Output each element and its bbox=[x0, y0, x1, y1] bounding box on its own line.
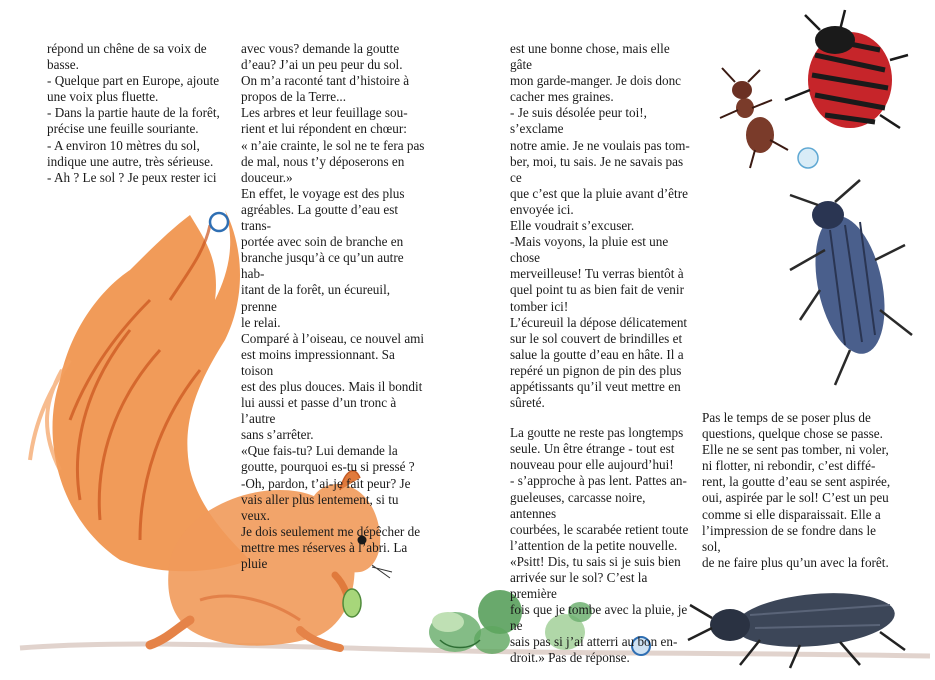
paragraph: La goutte ne reste pas longtemps seule. Un être étrange - tout est nouveau pour elle aujourd’hui! bbox=[510, 425, 684, 473]
paragraph: -Mais voyons, la pluie est une chose merveilleuse! Tu verras bientôt à quel point tu as bien fait de venir tomber ici! bbox=[510, 234, 684, 314]
paragraph: - Quelque part en Europe, ajoute une voix plus fluette. bbox=[47, 73, 220, 105]
text-column-1 bbox=[47, 41, 227, 186]
paragraph: Pas le temps de se poser plus de questions, quelque chose se passe. Elle ne se sent pas tomber, ni voler, ni flotter, ni rebondir, c’est diffé- rent, la goutte d’eau se sent aspirée, oui, aspirée par le sol! C’est un peu comme si elle disparaissait. Elle a l’impression de se fondre dans le sol, de ne faire plus qu’un avec la forêt. bbox=[702, 410, 891, 570]
water-drop bbox=[210, 213, 228, 231]
paragraph: - A environ 10 mètres du sol, indique une autre, très sérieuse. bbox=[47, 137, 214, 169]
paragraph: est une bonne chose, mais elle gâte mon garde-manger. Je dois donc cacher mes graines. bbox=[510, 41, 682, 105]
paragraph: - s’approche à pas lent. Pattes an- gueleuses, carcasse noire, antennes courbées, le scarabée retient toute l’attention de la petite nouvelle. bbox=[510, 473, 689, 553]
paragraph: En effet, le voyage est des plus agréables. La goutte d’eau est trans- portée avec soin de branche en branche jusqu’à ce qu’un autre hab- itant de la forêt, un écureuil, prenne le relai. bbox=[241, 185, 405, 330]
paragraph: - Je suis désolée peur toi!, s’exclame notre amie. Je ne voulais pas tom- ber, moi, tu sais. Je ne savais pas ce que c’est que la pluie avant d’être envoyée ici. bbox=[510, 105, 690, 217]
striped-bug-illustration bbox=[785, 10, 908, 128]
paragraph: Comparé à l’oiseau, ce nouvel ami est moins impressionnant. Sa toison est des plus douces. Mais il bondit lui aussi et passe d’un tronc à l’autre sans s’arrêter. bbox=[241, 330, 425, 443]
paragraph: Les arbres et leur feuillage sou- rient et lui répondent en chœur: « n’aie crainte, le sol ne te fera pas de mal, nous t’y déposerons en douceur.» bbox=[241, 105, 425, 185]
paragraph: avec vous? demande la goutte d’eau? J’ai un peu peur du sol. On m’a raconté tant d’histoire à propos de la Terre... bbox=[241, 41, 410, 105]
paragraph: «Psitt! Dis, tu sais si je suis bien arrivée sur le sol? C’est la première fois que je tombe avec la pluie, je ne sais pas si j’ai atterri au bon en- droit.» Pas de réponse. bbox=[510, 553, 688, 666]
paragraph: répond un chêne de sa voix de basse. bbox=[47, 41, 207, 73]
paragraph: «Que fais-tu? Lui demande la goutte, pourquoi es-tu si pressé ? bbox=[241, 443, 415, 475]
text-column-2 bbox=[241, 41, 429, 572]
paragraph: Elle voudrait s’excuser. bbox=[510, 218, 635, 234]
paragraph: - Dans la partie haute de la forêt, précise une feuille souriante. bbox=[47, 105, 220, 137]
text-column-4 bbox=[702, 410, 892, 571]
text-column-3 bbox=[510, 41, 694, 667]
paragraph: -Oh, pardon, t’ai-je fait peur? Je vais aller plus lentement, si tu veux. Je dois seulement me dépêcher de mettre mes réserves à l’abri. La pluie bbox=[241, 475, 421, 571]
paragraph: - Ah ? Le sol ? Je peux rester ici bbox=[47, 169, 217, 185]
ant-illustration bbox=[720, 68, 788, 168]
water-drop bbox=[798, 148, 818, 168]
blue-beetle-illustration bbox=[790, 180, 912, 385]
paragraph: L’écureuil la dépose délicatement sur le sol couvert de brindilles et salue la goutte d’eau en hâte. Il a repéré un pignon de pin des plus appétissants qu’il veut mettre en sûreté. bbox=[510, 314, 688, 411]
paragraph-gap bbox=[510, 411, 694, 425]
